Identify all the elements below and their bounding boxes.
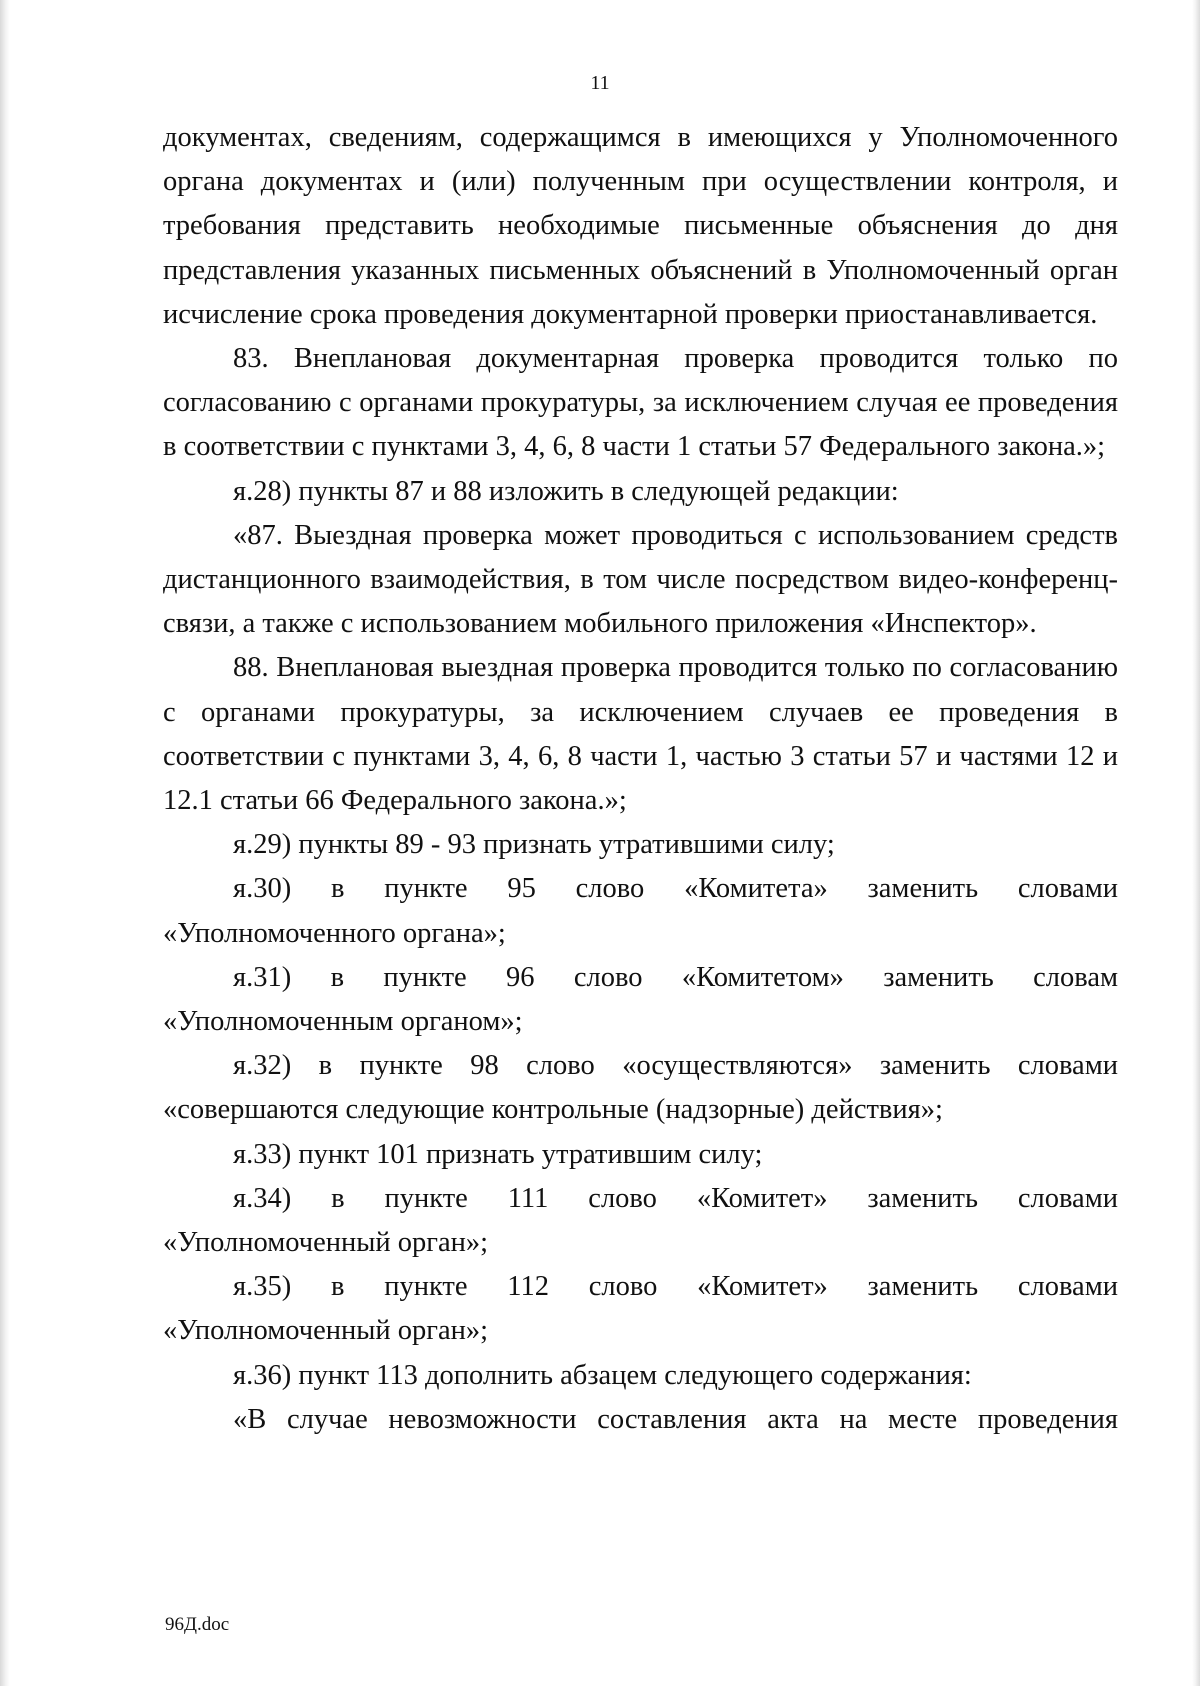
paragraph-item-88: 88. Внеплановая выездная проверка проводится только по согласованию с органами прокуратуры, за исключением случаев ее проведения в соответствии с пунктами 3, 4, 6, 8 части 1, частью 3 статьи 57 и частями 12 и 12.1 статьи 66 Федерального закона.»; (163, 652, 1118, 817)
paragraph-amendment-33: я.33) пункт 101 признать утратившим силу; (233, 1138, 763, 1170)
paragraph-continuation: документах, сведениям, содержащимся в имеющихся у Уполномоченного органа документах и (или) полученным при осуществлении контроля, и требования представить необходимые письменные объяснения до дня представления указанных письменных объяснений в Уполномоченный орган исчисление срока проведения документарной проверки приостанавливается. (163, 122, 1118, 330)
paragraph-amendment-29: я.29) пункты 89 - 93 признать утратившими силу; (233, 829, 835, 861)
paragraph-amendment-34: я.34) в пункте 111 слово «Комитет» заменить словами «Уполномоченный орган»; (163, 1182, 1118, 1259)
paragraph-amendment-28: я.28) пункты 87 и 88 изложить в следующей редакции: (233, 475, 899, 507)
paragraph-amendment-30: я.30) в пункте 95 слово «Комитета» заменить словами «Уполномоченного органа»; (163, 873, 1118, 949)
paragraph-new-abstract: «В случае невозможности составления акта на месте проведения (233, 1403, 1118, 1435)
paragraph-amendment-35: я.35) в пункте 112 слово «Комитет» заменить словами «Уполномоченный орган»; (163, 1271, 1118, 1347)
paragraph-amendment-31: я.31) в пункте 96 слово «Комитетом» заменить словам «Уполномоченным органом»; (163, 961, 1118, 1038)
paragraph-item-87: «87. Выездная проверка может проводиться с использованием средств дистанционного взаимодействия, в том числе посредством видео-конференц-связи, а также с использованием мобильного приложения «Инспектор». (163, 519, 1118, 640)
paragraph-amendment-36: я.36) пункт 113 дополнить абзацем следующего содержания: (233, 1359, 972, 1391)
paragraph-item-83: 83. Внеплановая документарная проверка проводится только по согласованию с органами прокуратуры, за исключением случая ее проведения в соответствии с пунктами 3, 4, 6, 8 части 1 статьи 57 Федерального закона.»; (163, 343, 1118, 463)
paragraph-amendment-32: я.32) в пункте 98 слово «осуществляются» заменить словами «совершаются следующие контрольные (надзорные) действия»; (163, 1050, 1118, 1126)
footer-filename: 96Д.doc (165, 1614, 230, 1635)
scan-edge-right (1192, 0, 1200, 1686)
scan-edge-left (0, 0, 10, 1686)
document-body (163, 116, 1118, 1442)
page-number: 11 (590, 72, 610, 94)
